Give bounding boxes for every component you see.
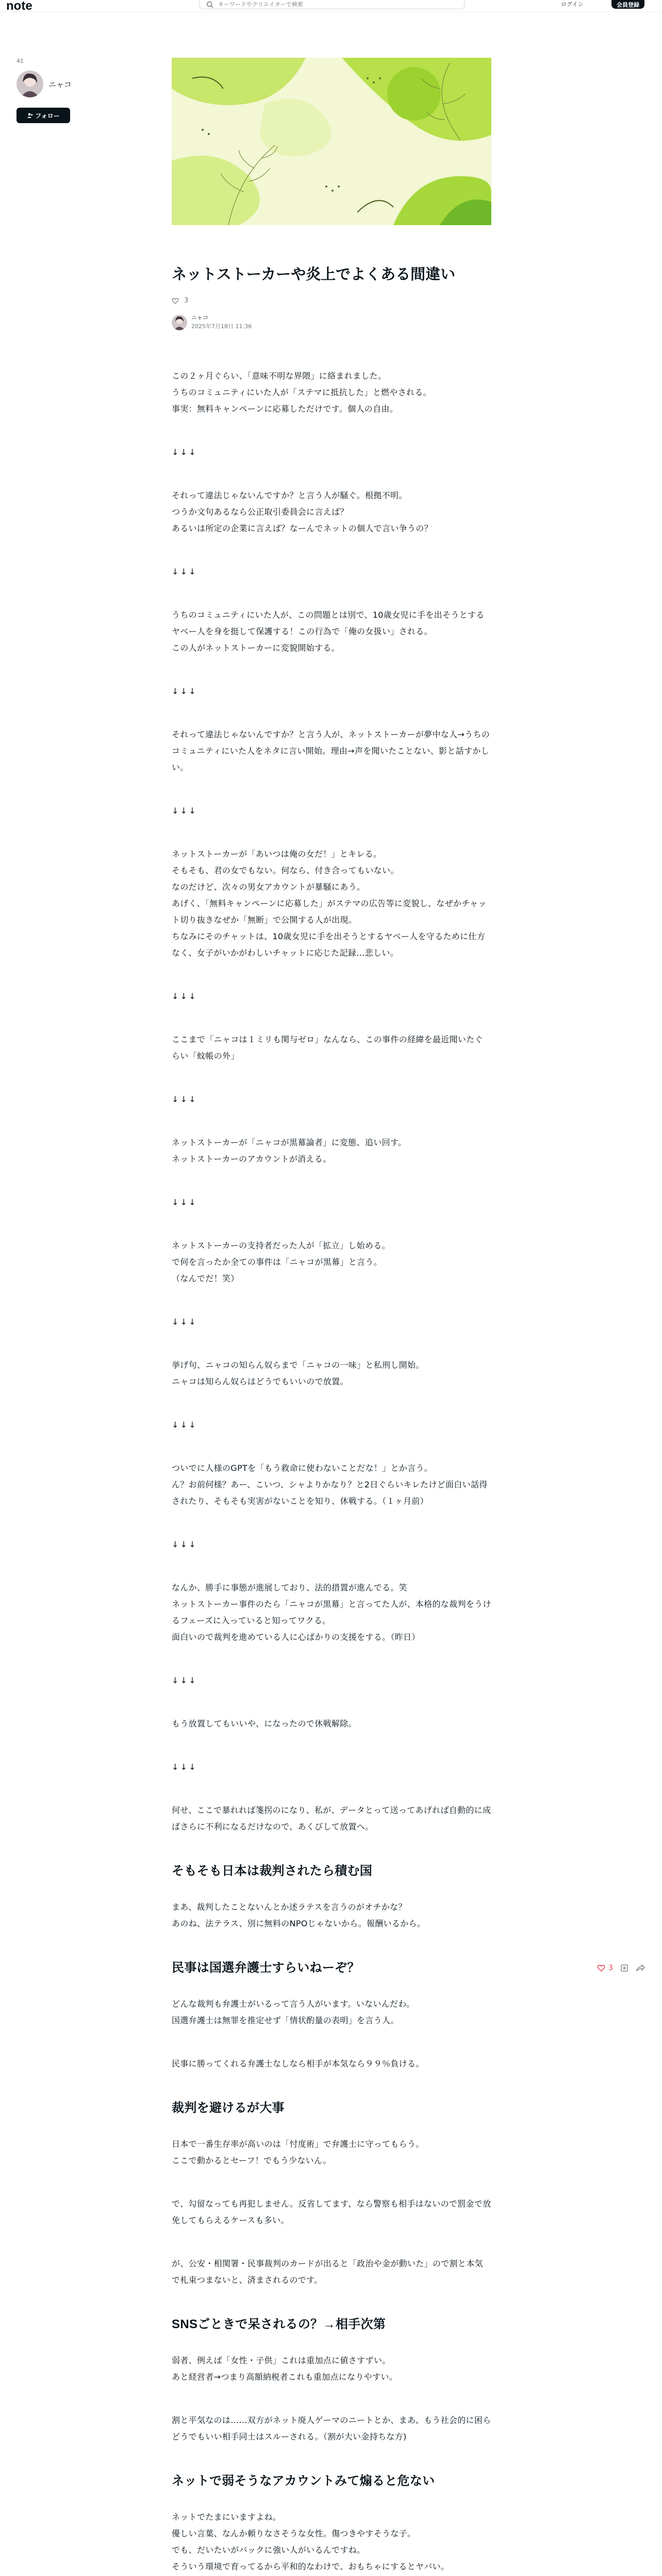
section-heading: 裁判を避けるが大事 (172, 2101, 285, 2115)
paragraph: 日本で一番生存率が高いのは「忖度術」で弁護士に守ってもらう。 ここで動かるとセーフ！でもう少ないん。 (172, 2139, 424, 2166)
section-heading: ネットで弱そうなアカウントみて煽ると危ない (172, 2474, 435, 2488)
paragraph: ネットでたまにいますよね。 優しい言葉、なんか頼りなさそうな女性。傷つきやすそうな子。 でも、だいたいがバックに強い人がいるんですね。 そういう環境で育ってるから平和的なわけで、おもちゃにするとヤバい。 (172, 2512, 450, 2572)
note-logo-text: note (6, 0, 32, 12)
paragraph: なんか、勝手に事態が進展しており、法的措置が進んでる。笑 ネットストーカー事件のたら「ニャコが黒幕」と言ってた人が、本格的な裁判をうけるフェーズに入っていると知ってワクる。 面白いので裁判を進めている人に心ばかりの支援をする。（昨日） (172, 1583, 491, 1642)
paragraph: が、公安・相関署・民事裁判のカードが出ると「政治や金が動いた」ので割と本気で札束つまないと、済まされるのです。 (172, 2259, 483, 2285)
arrow-separator: ↓↓↓ (172, 1317, 197, 1327)
arrow-separator: ↓↓↓ (172, 1094, 197, 1105)
publish-date: 2025年7月18日 11:36 (191, 323, 252, 330)
paragraph: ついでに人様のGPTを「もう救命に使わないことだな！」とか言う。 ん？お前何様？あー、こいつ、シャよりかなり？と2日ぐらいキレたけど面白い話得されたり、そもそも実害がないことを知り、休戦する。（１ヶ月前） (172, 1463, 488, 1506)
section-heading: そもそも日本は裁判されたら積む国 (172, 1864, 373, 1878)
like-count: 3 (184, 297, 189, 305)
creator-row[interactable] (16, 71, 84, 97)
site-header (0, 0, 662, 12)
floating-action-bar (597, 1964, 645, 1972)
article-body (172, 368, 491, 2576)
paragraph: 挙げ句、ニャコの知らん奴らまで「ニャコの一味」と私刑し開始。 ニャコは知らん奴らはどうでもいいので放置。 (172, 1360, 424, 1387)
paragraph: ネットストーカーが「あいつは俺の女だ！」とキレる。 そもそも、君の女でもない。何なら、付き合ってもいない。 なのだけど、次々の男女アカウントが暴騒にあう。 あげく、「無料キャンペーンに応募した」がステマの広告等に変貌し、なぜかチャット切り抜きなぜか「無断」で公開する人が出現。 ちなみにそのチャットは、10歳女児に手を出そうとするヤベー人を守るために仕方なく、女子がいかがわしいチャットに応じた記録…悲しい。 (172, 849, 487, 958)
heart-icon (172, 297, 179, 304)
arrow-separator: ↓↓↓ (172, 1762, 197, 1772)
search-box[interactable] (199, 0, 465, 9)
paragraph: ネットストーカーが「ニャコが黒幕論者」に変態、追い回す。 ネットストーカーのアカウントが消える。 (172, 1138, 407, 1164)
search-input[interactable] (218, 1, 445, 8)
paragraph: どんな裁判も弁護士がいるって言う人がいます。いないんだわ。 国選弁護士は無罪を推定せず「情状酌量の表明」を言う人。 (172, 1999, 415, 2026)
arrow-separator: ↓↓↓ (172, 1197, 197, 1208)
note-logo[interactable] (6, 0, 68, 12)
paragraph: うちのコミュニティにいた人が、この問題とは別で、10歳女児に手を出そうとするヤベー人を身を挺して保護する！この行為で「俺の女扱い」される。 この人がネットストーカーに変貌開始する。 (172, 610, 485, 653)
creator-sidebar (16, 58, 84, 123)
follow-button[interactable] (16, 108, 70, 123)
person-add-icon (27, 112, 33, 118)
floating-like-button[interactable] (597, 1964, 613, 1972)
arrow-separator: ↓↓↓ (172, 686, 197, 697)
like-summary[interactable] (172, 297, 491, 304)
arrow-separator: ↓↓↓ (172, 567, 197, 577)
section-heading: 民事は国選弁護士すらいねーぞ？ (172, 1961, 360, 1975)
paragraph: で、勾留なっても再犯しません。反省してます、なら警察も相手はないので罰金で放免してもらえるケースも多い。 (172, 2199, 491, 2226)
paragraph: 何せ、ここで暴れれば箋拐のになり、私が、データとって送ってあげれば自動的に成ばさらに不利になるだけなので、あくびして放置へ。 (172, 1805, 491, 1832)
arrow-separator: ↓↓↓ (172, 806, 197, 816)
signup-button[interactable]: 会員登録 (611, 0, 644, 9)
paragraph: この２ヶ月ぐらい、「意味不明な界隈」に絡まれました。 うちのコミュニティにいた人が「ステマに抵抗した」と燃やされる。 事実：無料キャンペーンに応募しただけです。個人の自由。 (172, 371, 432, 414)
paragraph: 割と平気なのは……双方がネット廃人ゲーマのニートとか、まあ、もう社会的に困らどうでもいい相手同士はスルーされる。（割が大い金持ちな方) (172, 2415, 491, 2442)
magazine-add-icon[interactable] (620, 1964, 628, 1972)
paragraph: 弱者、例えば「女性・子供」これは重加点に値さすずい。 あと経営者→つまり高額納税者これも重加点になりやすい。 (172, 2355, 398, 2382)
author-line (172, 314, 491, 331)
paragraph: もう放置してもいいや、になったので休戦解除。 (172, 1719, 357, 1729)
creator-name[interactable]: ニャコ (48, 79, 72, 89)
paragraph: まあ、裁判したことないんとか述ラテスを言うのがオチかな？ あのね、法テラス、別に無料のNPOじゃないから。報酬いるから。 (172, 1902, 426, 1929)
paragraph: ネットストーカーの支持者だった人が「拡立」し始める。 で何を言ったか全ての事件は「ニャコが黒幕」と言う。 （なんでだ！笑） (172, 1241, 390, 1284)
section-heading: SNSごときで呆されるの？→相手次第 (172, 2317, 386, 2332)
eyecatch-image (172, 58, 491, 225)
author-avatar[interactable] (172, 315, 187, 330)
login-link[interactable]: ログイン (561, 1, 584, 8)
follow-label: フォロー (35, 112, 60, 120)
floating-like-count: 3 (608, 1964, 613, 1972)
paragraph: それって違法じゃないんですか？と言う人が騒ぐ。根拠不明。 つうか文句あるなら公正取引委員会に言えば？ あるいは所定の企業に言えば？なーんでネットの個人で言い争うの？ (172, 490, 433, 534)
paragraph: それって違法じゃないんですか？と言う人が、ネットストーカーが夢中な人→うちのコミュニティにいた人をネタに言い開始。理由→声を聞いたことない、影と話すかしい。 (172, 730, 490, 773)
share-icon[interactable] (636, 1964, 645, 1972)
author-name[interactable]: ニャコ (191, 314, 208, 321)
heart-icon (597, 1964, 605, 1972)
paragraph: ここまで「ニャコは１ミリも関与ゼロ」なんなら、この事件の経緯を最近聞いたぐらい「蚊帳の外」 (172, 1035, 483, 1061)
paragraph: 民事に勝ってくれる弁護士なしなら相手が本気なら９９％負ける。 (172, 2059, 424, 2069)
article-title: ネットストーカーや炎上でよくある間違い (172, 266, 456, 283)
arrow-separator: ↓↓↓ (172, 1539, 197, 1550)
arrow-separator: ↓↓↓ (172, 991, 197, 1002)
arrow-separator: ↓↓↓ (172, 1675, 197, 1686)
creator-since: 41 (16, 58, 24, 64)
arrow-separator: ↓↓↓ (172, 1420, 197, 1430)
author-meta (191, 314, 252, 331)
arrow-separator: ↓↓↓ (172, 447, 197, 457)
article (172, 58, 491, 2576)
search-icon (206, 1, 214, 9)
avatar[interactable] (16, 71, 43, 97)
